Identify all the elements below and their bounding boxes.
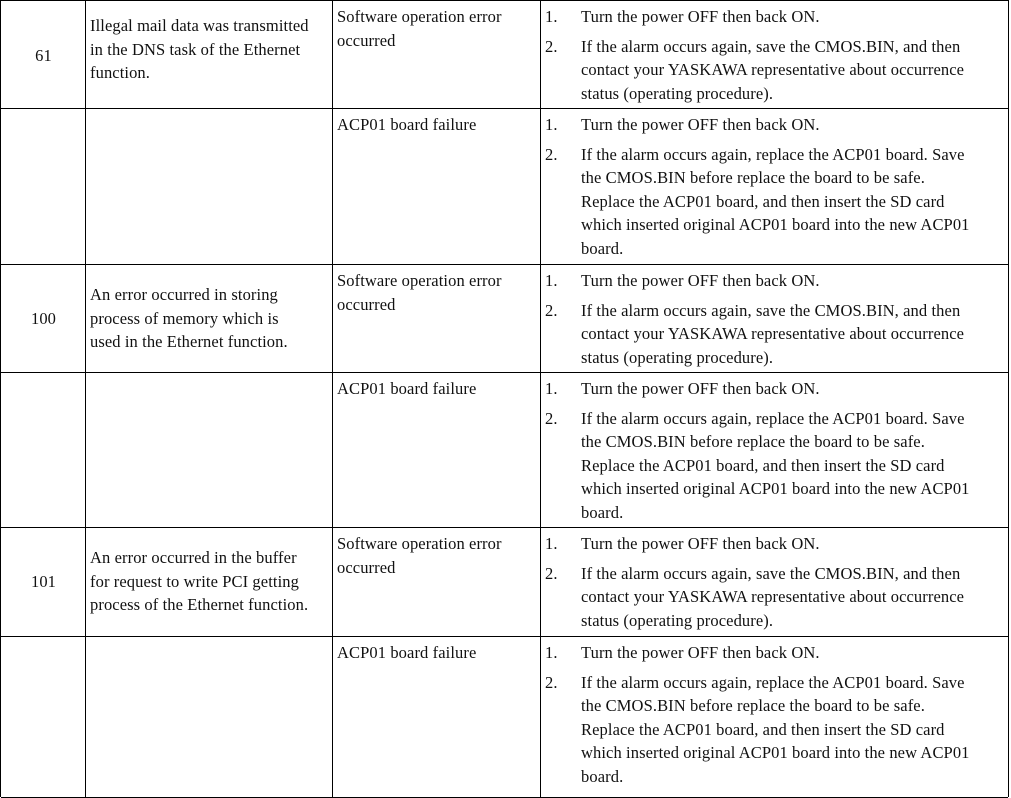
- step-number: 2.: [545, 36, 558, 56]
- text-line: Software operation error: [337, 534, 502, 553]
- alarm-number-cell: [1, 373, 86, 527]
- step-number: 2.: [545, 408, 558, 428]
- table-row: [1, 265, 1008, 373]
- text-line: status (operating procedure).: [581, 347, 774, 367]
- text-line: If the alarm occurs again, replace the ACP01 board. Save: [581, 672, 965, 692]
- text-line: in the DNS task of the Ethernet: [90, 39, 301, 59]
- alarm-cause: [337, 641, 537, 665]
- alarm-number-cell: [1, 265, 86, 372]
- text-line: status (operating procedure).: [581, 610, 774, 630]
- text-line: If the alarm occurs again, replace the ACP01 board. Save: [581, 144, 965, 164]
- text-line: An error occurred in the buffer: [90, 548, 297, 567]
- remedy-step: [541, 113, 1008, 137]
- alarm-number-cell: [1, 1, 86, 108]
- remedy-list: [541, 5, 1008, 111]
- text-line: which inserted original ACP01 board into the new ACP01: [581, 215, 970, 234]
- step-number: 2.: [545, 563, 558, 583]
- text-line: process of the Ethernet function.: [90, 595, 309, 614]
- alarm-description-cell: [86, 265, 333, 372]
- text-line: contact your YASKAWA representative about occurrence: [581, 60, 965, 79]
- remedy-step: [541, 143, 1008, 261]
- remedy-list: [541, 269, 1008, 375]
- text-line: board.: [581, 502, 624, 522]
- text-line: Turn the power OFF then back ON.: [581, 115, 820, 134]
- text-line: An error occurred in storing: [90, 285, 278, 304]
- remedy-step: [541, 641, 1008, 665]
- text-line: the CMOS.BIN before replace the board to be safe.: [581, 432, 925, 451]
- alarm-cause-cell: [333, 373, 541, 527]
- text-line: Software operation error: [337, 271, 502, 290]
- alarm-cause: [337, 113, 537, 137]
- text-line: ACP01 board failure: [337, 115, 477, 134]
- text-line: which inserted original ACP01 board into the new ACP01: [581, 743, 970, 762]
- remedy-list: [541, 113, 1008, 266]
- text-line: If the alarm occurs again, save the CMOS.BIN, and then: [581, 36, 961, 56]
- text-line: contact your YASKAWA representative about occurrence: [581, 587, 965, 606]
- step-number: 1.: [545, 271, 558, 290]
- step-number: 1.: [545, 643, 558, 662]
- alarm-remedy-cell: [541, 373, 1008, 527]
- text-line: Turn the power OFF then back ON.: [581, 7, 820, 26]
- alarm-description: [90, 283, 330, 354]
- step-number: 2.: [545, 144, 558, 164]
- alarm-cause: [337, 5, 537, 52]
- remedy-step: [541, 299, 1008, 370]
- text-line: ACP01 board failure: [337, 379, 477, 398]
- text-line: Software operation error: [337, 7, 502, 26]
- alarm-number-cell: [1, 637, 86, 797]
- text-line: ACP01 board failure: [337, 643, 477, 662]
- alarm-cause-cell: [333, 109, 541, 264]
- alarm-cause-cell: [333, 637, 541, 797]
- alarm-number: 61: [35, 46, 52, 65]
- alarm-number-cell: [1, 528, 86, 636]
- alarm-remedy-cell: [541, 1, 1008, 108]
- alarm-cause: [337, 532, 537, 579]
- table-row: [1, 528, 1008, 637]
- text-line: Turn the power OFF then back ON.: [581, 534, 820, 553]
- alarm-description-cell: [86, 1, 333, 108]
- text-line: If the alarm occurs again, save the CMOS.BIN, and then: [581, 563, 961, 583]
- text-line: Turn the power OFF then back ON.: [581, 379, 820, 398]
- remedy-step: [541, 35, 1008, 106]
- text-line: function.: [90, 63, 151, 82]
- text-line: status (operating procedure).: [581, 83, 774, 103]
- remedy-list: [541, 377, 1008, 530]
- text-line: process of memory which is: [90, 308, 279, 328]
- alarm-description: [90, 14, 330, 85]
- table-row: [1, 109, 1008, 265]
- table-row: [1, 1, 1008, 109]
- alarm-description-cell: [86, 109, 333, 264]
- table-row: [1, 373, 1008, 528]
- text-line: If the alarm occurs again, save the CMOS.BIN, and then: [581, 300, 961, 320]
- text-line: Replace the ACP01 board, and then insert the SD card: [581, 719, 945, 739]
- table-row: [1, 637, 1008, 798]
- alarm-number-cell: [1, 109, 86, 264]
- remedy-step: [541, 562, 1008, 633]
- text-line: the CMOS.BIN before replace the board to be safe.: [581, 168, 925, 187]
- step-number: 1.: [545, 7, 558, 26]
- text-line: occurred: [337, 557, 396, 577]
- alarm-remedy-cell: [541, 265, 1008, 372]
- remedy-list: [541, 532, 1008, 638]
- alarm-cause-cell: [333, 1, 541, 108]
- text-line: occurred: [337, 294, 396, 314]
- remedy-step: [541, 5, 1008, 29]
- text-line: used in the Ethernet function.: [90, 332, 288, 351]
- text-line: Illegal mail data was transmitted: [90, 16, 309, 35]
- text-line: occurred: [337, 30, 396, 50]
- remedy-step: [541, 532, 1008, 556]
- remedy-step: [541, 269, 1008, 293]
- text-line: Turn the power OFF then back ON.: [581, 271, 820, 290]
- text-line: board.: [581, 238, 624, 258]
- text-line: Replace the ACP01 board, and then insert the SD card: [581, 191, 945, 211]
- text-line: contact your YASKAWA representative about occurrence: [581, 324, 965, 343]
- alarm-description-cell: [86, 528, 333, 636]
- alarm-remedy-cell: [541, 109, 1008, 264]
- alarm-description-cell: [86, 637, 333, 797]
- alarm-cause: [337, 377, 537, 401]
- step-number: 2.: [545, 672, 558, 692]
- alarm-number: 100: [30, 309, 57, 328]
- text-line: Turn the power OFF then back ON.: [581, 643, 820, 662]
- alarm-cause: [337, 269, 537, 316]
- text-line: which inserted original ACP01 board into the new ACP01: [581, 479, 970, 498]
- text-line: for request to write PCI getting: [90, 571, 299, 591]
- step-number: 2.: [545, 300, 558, 320]
- text-line: board.: [581, 766, 624, 786]
- alarm-number: 101: [30, 572, 57, 591]
- text-line: If the alarm occurs again, replace the ACP01 board. Save: [581, 408, 965, 428]
- alarm-cause-cell: [333, 528, 541, 636]
- remedy-step: [541, 407, 1008, 525]
- step-number: 1.: [545, 379, 558, 398]
- text-line: the CMOS.BIN before replace the board to be safe.: [581, 696, 925, 715]
- alarm-description: [90, 546, 330, 617]
- remedy-step: [541, 671, 1008, 789]
- alarm-remedy-cell: [541, 528, 1008, 636]
- step-number: 1.: [545, 534, 558, 553]
- alarm-remedy-cell: [541, 637, 1008, 797]
- remedy-step: [541, 377, 1008, 401]
- alarm-description-cell: [86, 373, 333, 527]
- alarm-cause-cell: [333, 265, 541, 372]
- step-number: 1.: [545, 115, 558, 134]
- text-line: Replace the ACP01 board, and then insert the SD card: [581, 455, 945, 475]
- remedy-list: [541, 641, 1008, 794]
